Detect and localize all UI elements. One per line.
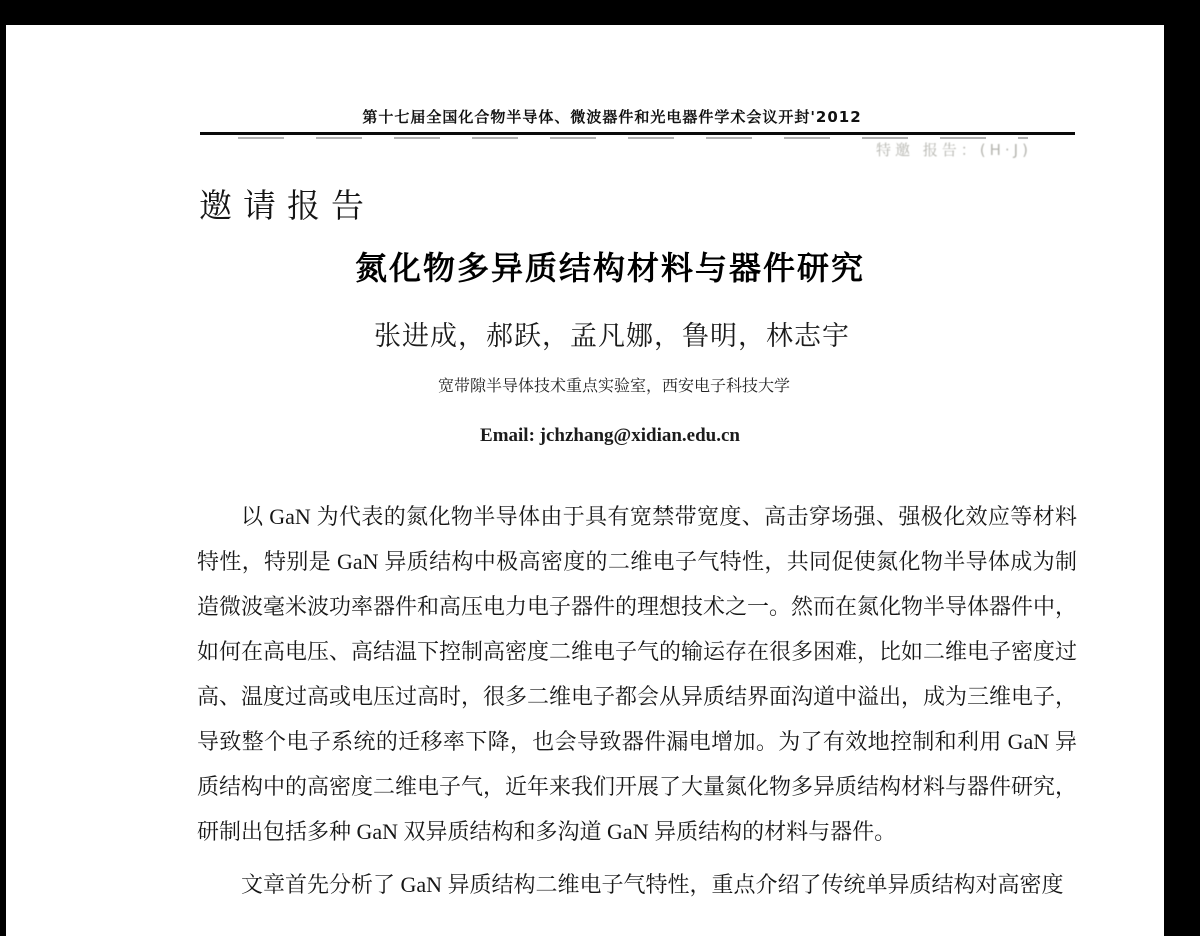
abstract-paragraph: 以 GaN 为代表的氮化物半导体由于具有宽禁带宽度、高击穿场强、强极化效应等材料特性，特别是 GaN 异质结构中极高密度的二维电子气特性，共同促使氮化物半导体成为制造微波毫米波功率器件和高压电力电子器件的理想技术之一。然而在氮化物半导体器件中，如何在高电压、高结温下控制高密度二维电子气的输运存在很多困难，比如二维电子密度过高、温度过高或电压过高时，很多二维电子都会从异质结界面沟道中溢出，成为三维电子，导致整个电子系统的迁移率下降，也会导致器件漏电增加。为了有效地控制和利用 GaN 异质结构中的高密度二维电子气，近年来我们开展了大量氮化物多异质结构材料与器件研究，研制出包括多种 GaN 双异质结构和多沟道 GaN 异质结构的材料与器件。 [197,504,1078,844]
section-label-invited-talk: 邀请报告 [199,189,375,225]
abstract-block [197,494,1077,907]
header-rule [200,132,1075,135]
faint-handwritten-annotation: 特邀 报告：(H·J) [876,141,1032,159]
scan-border-right [1164,0,1200,936]
authors-line: 张进成，郝跃，孟凡娜，鲁明，林志宇 [374,321,850,351]
affiliation-line: 宽带隙半导体技术重点实验室，西安电子科技大学 [437,378,790,395]
scan-border-left [0,0,6,936]
scan-border-top [0,0,1200,25]
abstract-paragraph: 文章首先分析了 GaN 异质结构二维电子气特性，重点介绍了传统单异质结构对高密度 [241,872,1064,897]
paper-title: 氮化物多异质结构材料与器件研究 [354,249,865,287]
conference-running-head: 第十七届全国化合物半导体、微波器件和光电器件学术会议开封'2012 [362,108,862,126]
email-line: Email: jchzhang@xidian.edu.cn [480,425,740,446]
